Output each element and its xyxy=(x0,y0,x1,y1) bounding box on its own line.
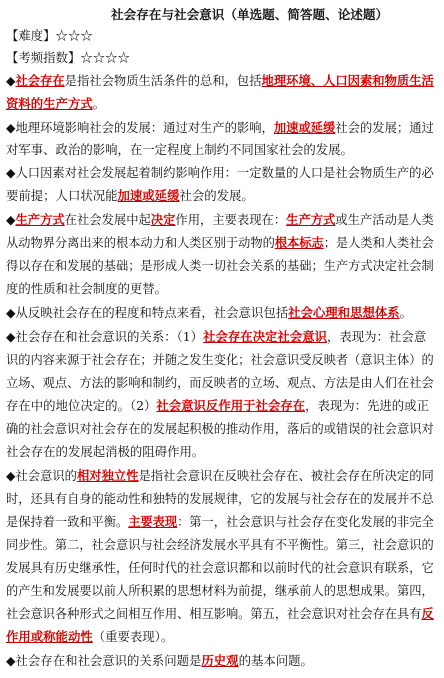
emphasis-text: 加速或延缓 xyxy=(273,120,336,135)
text-run: ；是人类和人类社会 xyxy=(323,235,434,250)
text-run: ◆ xyxy=(6,73,16,88)
paragraph-1-line-1 xyxy=(6,73,434,90)
emphasis-text: 作用或称能动性 xyxy=(6,629,93,644)
paragraph-7-line-3 xyxy=(6,514,434,531)
text-run: 发展具有历史继承性，任何时代的社会意识都和以前时代的社会意识有联系，它 xyxy=(6,560,434,575)
emphasis-text: 社会意识反作用于社会存在 xyxy=(156,398,306,413)
paragraph-5-line-1 xyxy=(6,305,412,322)
text-run: 。 xyxy=(92,96,106,111)
paragraph-4-line-2 xyxy=(6,235,434,252)
text-run: 社会的发展；通过 xyxy=(335,120,434,135)
paragraph-6-line-3 xyxy=(6,375,434,392)
emphasis-text: 主要表现 xyxy=(128,514,178,529)
text-run: 作用，主要表现在： xyxy=(175,212,287,227)
text-run: 的产生和发展要以前人所积累的思想材料为前提，继承前人的思想成果。第四， xyxy=(6,583,434,598)
text-run: ◆从反映社会存在的程度和特点来看，社会意识包括 xyxy=(6,305,289,320)
paragraph-3-line-2 xyxy=(6,188,254,205)
text-run: 度的性质和社会制度的更替。 xyxy=(6,281,168,296)
text-run: 存在中的地位决定的。（2） xyxy=(6,398,157,413)
paragraph-7-line-7 xyxy=(6,606,434,623)
text-run: 。 xyxy=(399,305,413,320)
paragraph-7-line-4 xyxy=(6,537,434,554)
emphasis-text: 决定 xyxy=(150,212,176,227)
text-run: 确的社会意识对社会存在的发展起积极的推动作用，落后的或错误的社会意识对 xyxy=(6,421,434,436)
paragraph-7-line-5 xyxy=(6,560,434,577)
paragraph-6-line-4 xyxy=(6,398,429,415)
text-run: 从动物界分离出来的根本动力和人类区别于动物的 xyxy=(6,235,275,250)
emphasis-text: 加速或延缓 xyxy=(117,188,180,203)
text-run: 同步性。第二，社会意识与社会经济发展水平具有不平衡性。第三，社会意识的 xyxy=(6,537,434,552)
emphasis-text: 生产方式 xyxy=(15,212,65,227)
text-run: 时，还具有自身的能动性和独特的发展规律，它的发展与社会存在的发展并不总 xyxy=(6,491,434,506)
text-run: 社会的发展。 xyxy=(179,188,254,203)
text-run: ◆社会存在和社会意识的关系：（1） xyxy=(6,329,204,344)
text-run: 是指社会物质生活条件的总和，包括 xyxy=(64,73,262,88)
paragraph-2-line-2 xyxy=(6,142,353,159)
paragraph-6-line-6 xyxy=(6,444,204,461)
text-run: ◆人口因素对社会发展起着制约影响作用：一定数量的人口是社会物质生产的必 xyxy=(6,165,434,180)
text-run: 对军事、政治的影响，在一定程度上制约不同国家社会的发展。 xyxy=(6,142,353,157)
paragraph-6-line-1 xyxy=(6,329,426,346)
text-run: 识的内容来源于社会存在；并随之发生变化；社会意识受反映者（意识主体）的 xyxy=(6,352,434,367)
paragraph-6-line-2 xyxy=(6,352,434,369)
paragraph-3-line-1 xyxy=(6,165,434,182)
paragraph-4-line-4 xyxy=(6,281,167,298)
text-run: 社会意识各种形式之间相互作用、相互影响。第五，社会意识对社会存在具有 xyxy=(6,606,422,621)
text-run: 的基本问题。 xyxy=(238,653,313,668)
text-run: 是保持着一致和平衡。 xyxy=(6,514,129,529)
paragraph-1-line-2 xyxy=(6,96,105,113)
emphasis-text: 社会心理和思想体系 xyxy=(288,305,400,320)
paragraph-6-line-5 xyxy=(6,421,434,438)
text-run: （重要表现）。 xyxy=(92,629,174,644)
emphasis-text: 资料的生产方式 xyxy=(6,96,93,111)
text-run: ◆地理环境影响社会的发展：通过对生产的影响， xyxy=(6,120,274,135)
text-run: 社会存在的发展起消极的阻碍作用。 xyxy=(6,444,205,459)
difficulty-label: 【难度】☆☆☆ xyxy=(6,28,93,43)
text-run: ：第一，社会意识与社会存在变化发展的非完全 xyxy=(177,514,434,529)
paragraph-2-line-1 xyxy=(6,120,434,137)
paragraph-4-line-1 xyxy=(6,212,434,229)
paragraph-7-line-1 xyxy=(6,468,434,485)
paragraph-7-line-8 xyxy=(6,629,173,646)
emphasis-text: 相对独立性 xyxy=(76,468,139,483)
emphasis-text: 社会存在 xyxy=(15,73,65,88)
emphasis-text: 社会存在决定社会意识 xyxy=(203,329,327,344)
text-run: 立场、观点、方法的影响和制约，而反映者的立场、观点、方法是由人们在社会 xyxy=(6,375,434,390)
text-run: 在社会发展中起 xyxy=(64,212,151,227)
text-run: 是指社会意识在反映社会存在、被社会存在所决定的同 xyxy=(138,468,434,483)
page-title: 社会存在与社会意识（单选题、简答题、论述题） xyxy=(111,7,389,22)
paragraph-7-line-2 xyxy=(6,491,434,508)
text-run: ◆社会存在和社会意识的关系问题是 xyxy=(6,653,202,668)
text-run: ，表现为：社会意 xyxy=(326,329,427,344)
emphasis-text: 生产方式 xyxy=(286,212,336,227)
emphasis-text: 反 xyxy=(421,606,434,621)
text-run: ◆社会意识的 xyxy=(6,468,77,483)
text-run: ◆ xyxy=(6,212,16,227)
emphasis-text: 根本标志 xyxy=(274,235,324,250)
emphasis-text: 地理环境、人口因素和物质生活 xyxy=(261,73,434,88)
text-run: ，表现为：先进的或正 xyxy=(305,398,429,413)
text-run: 得以存在和发展的基础；是形成人类一切社会关系的基础；生产方式决定社会制 xyxy=(6,258,434,273)
paragraph-8-line-1 xyxy=(6,653,313,670)
text-run: 或生产活动是人类 xyxy=(335,212,434,227)
paragraph-4-line-3 xyxy=(6,258,434,275)
paragraph-7-line-6 xyxy=(6,583,434,600)
emphasis-text: 历史观 xyxy=(201,653,239,668)
text-run: 要前提；人口状况能 xyxy=(6,188,118,203)
frequency-label: 【考频指数】☆☆☆☆ xyxy=(6,50,130,65)
